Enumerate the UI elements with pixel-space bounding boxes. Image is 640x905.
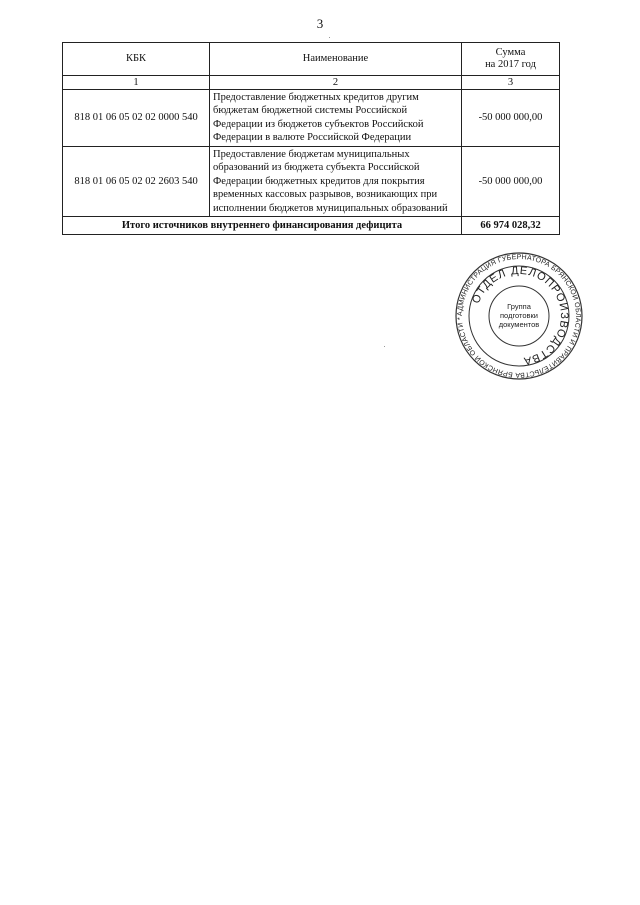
speck bbox=[384, 346, 385, 347]
header-sum-line2: на 2017 год bbox=[485, 59, 536, 70]
header-sum bbox=[462, 43, 560, 76]
page-number: 3 bbox=[316, 16, 324, 31]
stamp-center-line3: документов bbox=[498, 320, 540, 329]
row-sum: -50 000 000,00 bbox=[462, 146, 560, 216]
row-sum: -50 000 000,00 bbox=[462, 90, 560, 147]
total-sum: 66 974 028,32 bbox=[462, 216, 560, 234]
total-label: Итого источников внутреннего финансирования дефицита bbox=[63, 216, 462, 234]
row-name: Предоставление бюджетам муниципальных образований из бюджета субъекта Российской Федерации бюджетных кредитов для покрытия временных кассовых разрывов, возникающих при исполнении бюджетов муниципальных образований bbox=[210, 146, 462, 216]
budget-sources-table bbox=[62, 42, 560, 235]
table-row bbox=[63, 90, 560, 147]
stamp-middle-text: ОТДЕЛ ДЕЛОПРОИЗВОДСТВА bbox=[470, 264, 571, 367]
row-kbk: 818 01 06 05 02 02 2603 540 bbox=[63, 146, 210, 216]
header-kbk: КБК bbox=[63, 43, 210, 76]
department-stamp bbox=[454, 251, 584, 381]
row-kbk: 818 01 06 05 02 02 0000 540 bbox=[63, 90, 210, 147]
table-header-row bbox=[63, 43, 560, 76]
column-number-2: 2 bbox=[210, 76, 462, 90]
stamp-outer-text: АДМИНИСТРАЦИЯ ГУБЕРНАТОРА БРЯНСКОЙ ОБЛАСТИ И ПРАВИТЕЛЬСТВА БРЯНСКОЙ ОБЛАСТИ * bbox=[456, 253, 582, 379]
stamp-center-line2: подготовки bbox=[500, 311, 538, 320]
column-number-1: 1 bbox=[63, 76, 210, 90]
speck bbox=[329, 37, 330, 38]
table-row bbox=[63, 146, 560, 216]
stamp-center-line1: Группа bbox=[507, 302, 531, 311]
column-number-3: 3 bbox=[462, 76, 560, 90]
column-numbers-row bbox=[63, 76, 560, 90]
row-name: Предоставление бюджетных кредитов другим бюджетам бюджетной системы Российской Федерации из бюджетов субъектов Российской Федерации в валюте Российской Федерации bbox=[210, 90, 462, 147]
total-row bbox=[63, 216, 560, 234]
header-name: Наименование bbox=[210, 43, 462, 76]
header-sum-line1: Сумма bbox=[495, 46, 526, 58]
